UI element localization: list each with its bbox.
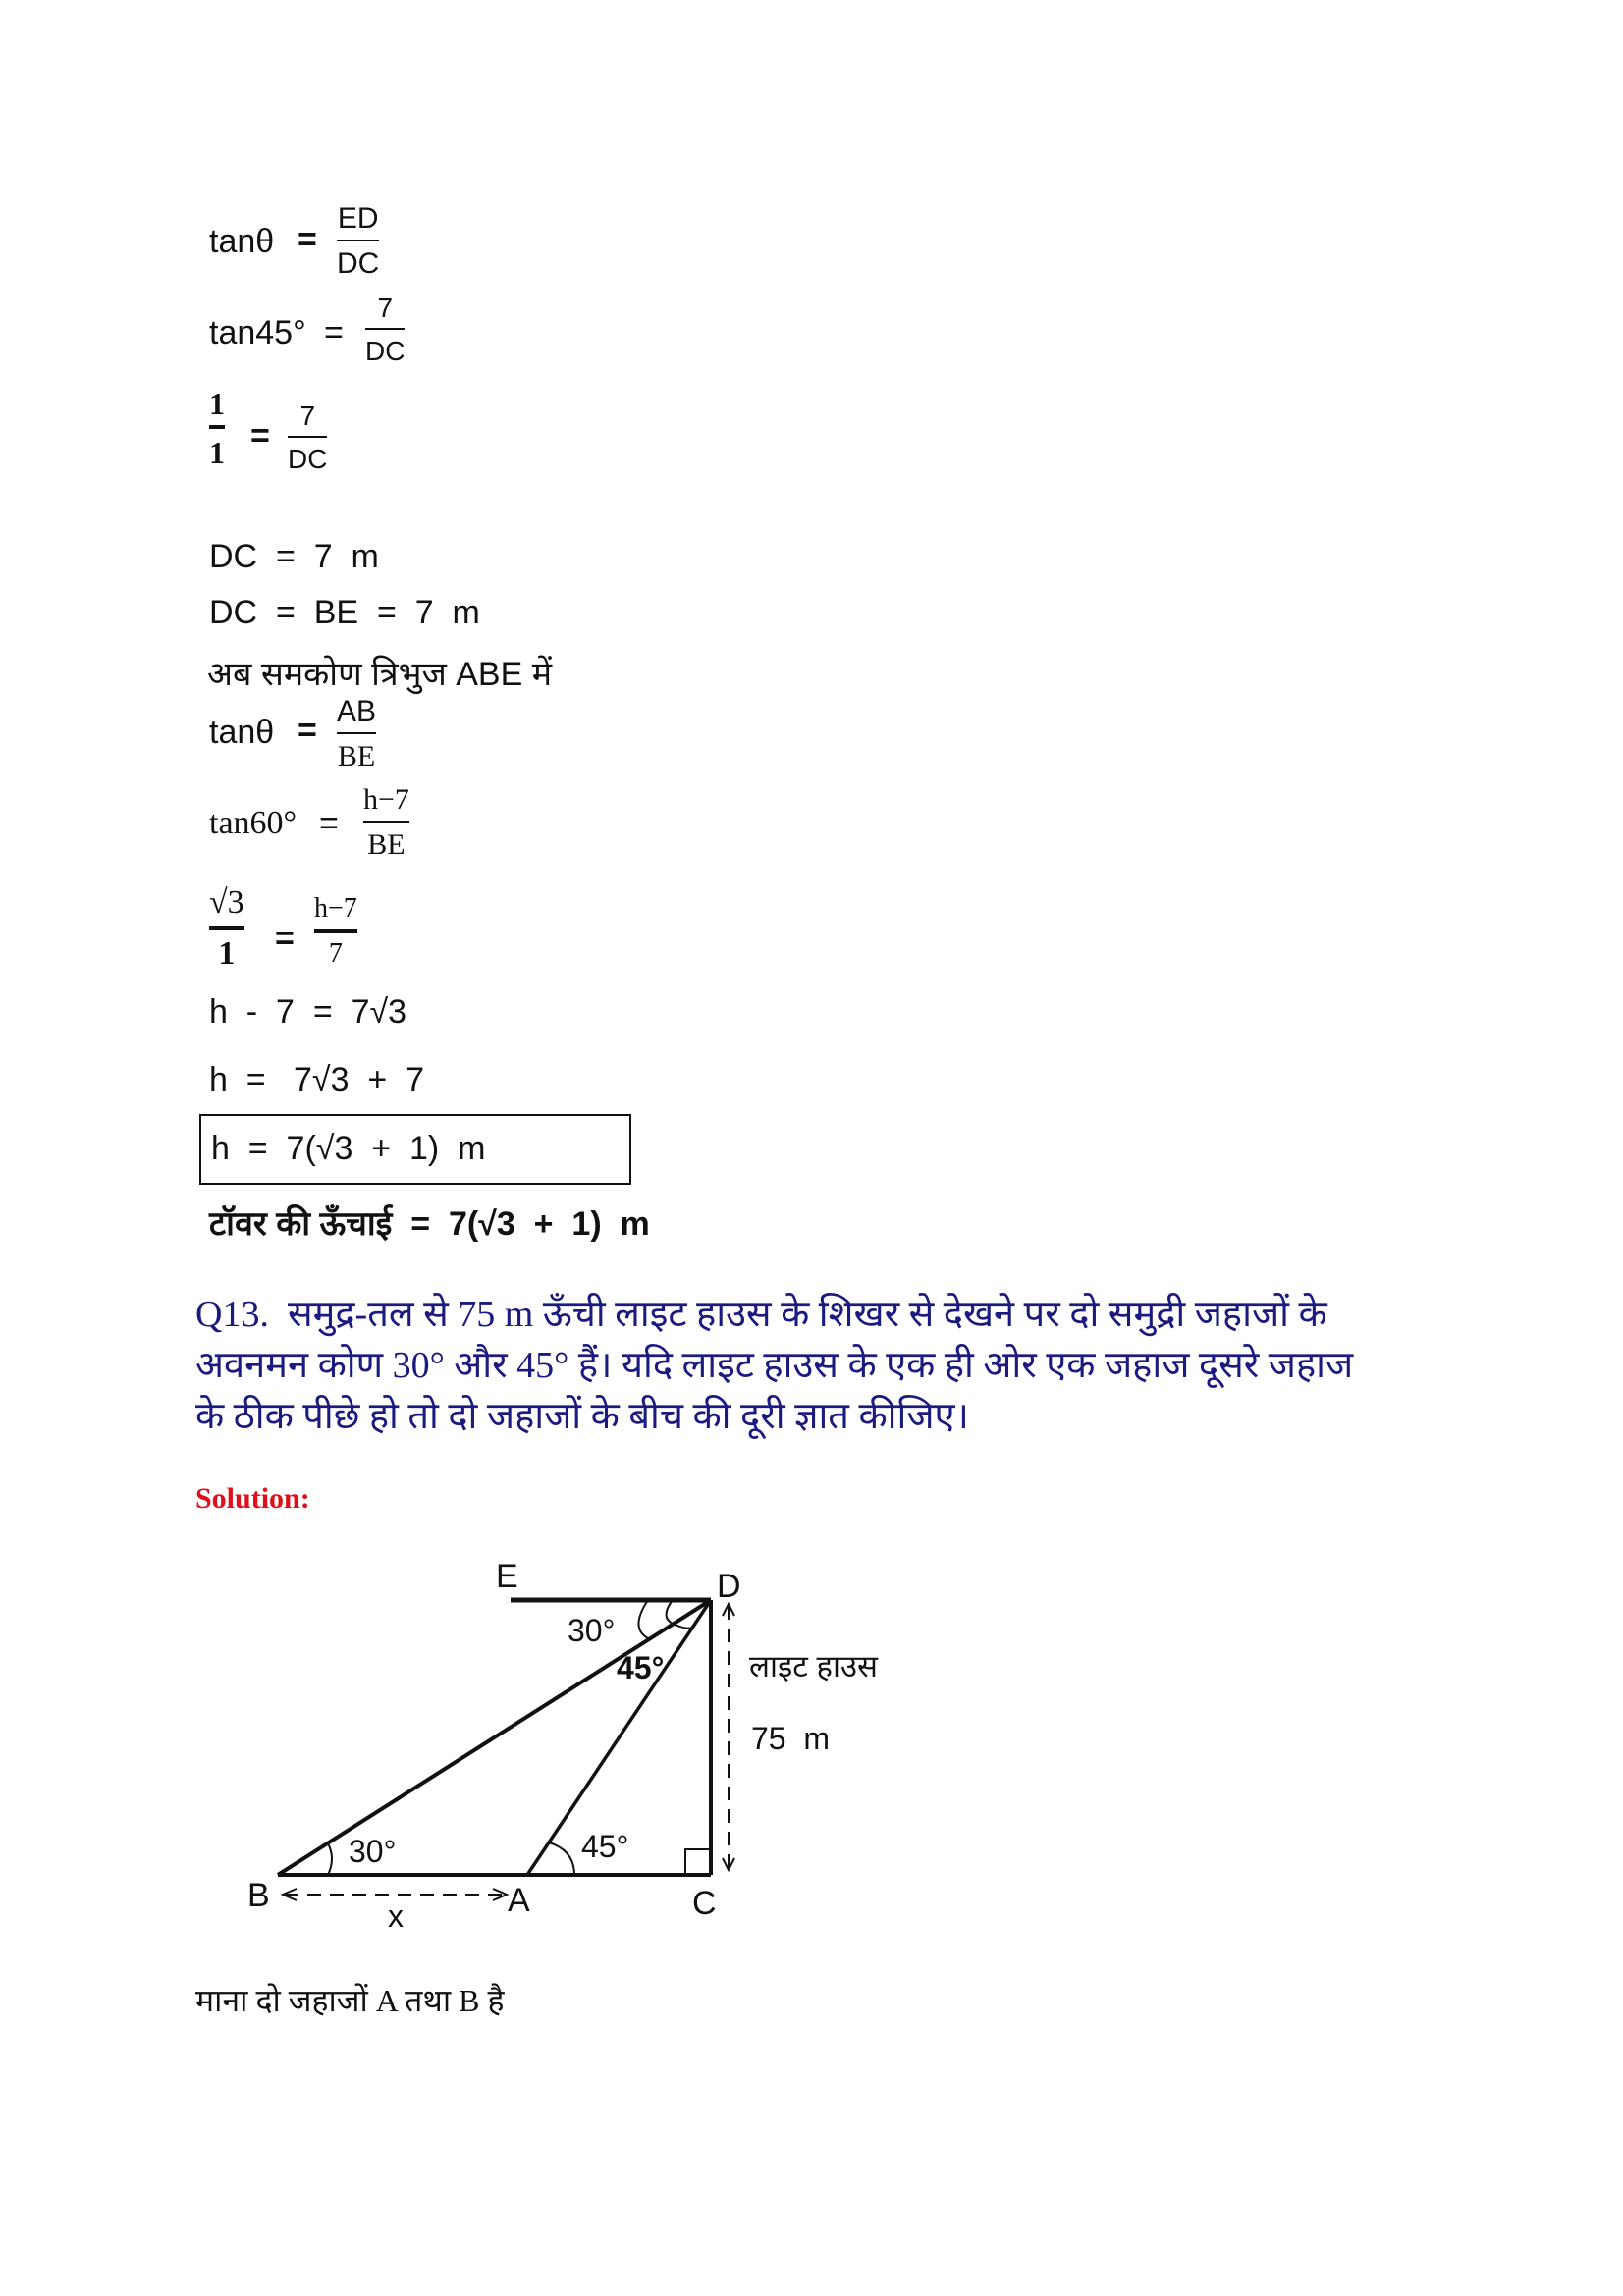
step-7-equals: = [298,712,317,749]
step-5: DC = BE = 7 m [209,594,480,631]
denominator: DC [288,444,328,474]
step-7-lhs: tanθ [209,714,275,751]
question-number: Q13. [195,1294,269,1335]
denominator: 1 [209,435,225,470]
step-2-lhs: tan45° [209,314,306,351]
denominator: DC [365,336,406,366]
assumption-line: माना दो जहाजों A तथा B है [195,1983,505,2018]
denominator: BE [367,828,406,861]
numerator: h−7 [363,783,409,816]
point-B-label: B [247,1877,270,1914]
line-DB [278,1600,711,1875]
angle-label-D-30: 30° [568,1613,616,1648]
step-9-equals: = [275,920,295,957]
denominator: BE [337,740,376,773]
angle-label-D-45: 45° [617,1650,665,1685]
step-4: DC = 7 m [209,538,379,575]
angle-arc-A [549,1842,574,1875]
step-1-equals: = [298,221,317,258]
angle-arc-B [328,1843,332,1875]
step-12: h = 7(√3 + 1) m [211,1130,486,1167]
step-8-equals: = [319,805,339,842]
step-8-lhs: tan60° [209,805,298,841]
step-2-equals: = [324,314,344,351]
height-label: 75 m [751,1721,831,1756]
point-C-label: C [692,1885,717,1922]
angle-arc-D-30 [638,1600,650,1639]
denominator: DC [337,247,380,280]
right-angle-mark [685,1849,711,1875]
angle-label-A-45: 45° [581,1829,629,1864]
step-10: h - 7 = 7√3 [209,993,407,1031]
distance-x-label: x [388,1898,404,1934]
step-11: h = 7√3 + 7 [209,1061,425,1098]
question-line-3: के ठीक पीछे हो तो दो जहाजों के बीच की दूरी ज्ञात कीजिए। [195,1396,969,1437]
step-6: अब समकोण त्रिभुज ABE में [207,656,553,693]
step-1-lhs: tanθ [209,223,275,260]
angle-label-B-30: 30° [349,1834,397,1869]
point-D-label: D [717,1568,741,1605]
numerator: h−7 [314,893,357,924]
solution-label: Solution: [195,1482,310,1515]
step-13-tower-height: टॉवर की ऊँचाई = 7(√3 + 1) m [209,1205,650,1243]
question-text-1: समुद्र-तल से 75 m ऊँची लाइट हाउस के शिखर से देखने पर दो समुद्री जहाजों के [287,1294,1327,1335]
tower-label: लाइट हाउस [749,1649,878,1683]
numerator: ED [337,202,379,235]
point-A-label: A [508,1882,530,1919]
question-line-2: अवनमन कोण 30° और 45° हैं। यदि लाइट हाउस के एक ही ओर एक जहाज दूसरे जहाज [195,1345,1354,1386]
denominator: 7 [328,938,343,969]
point-E-label: E [496,1558,518,1595]
numerator: 7 [377,293,394,323]
step-3-equals: = [250,417,270,454]
numerator: 1 [209,386,225,421]
numerator: AB [337,695,377,727]
numerator: √3 [209,884,244,921]
denominator: 1 [218,935,236,972]
numerator: 7 [299,400,316,431]
